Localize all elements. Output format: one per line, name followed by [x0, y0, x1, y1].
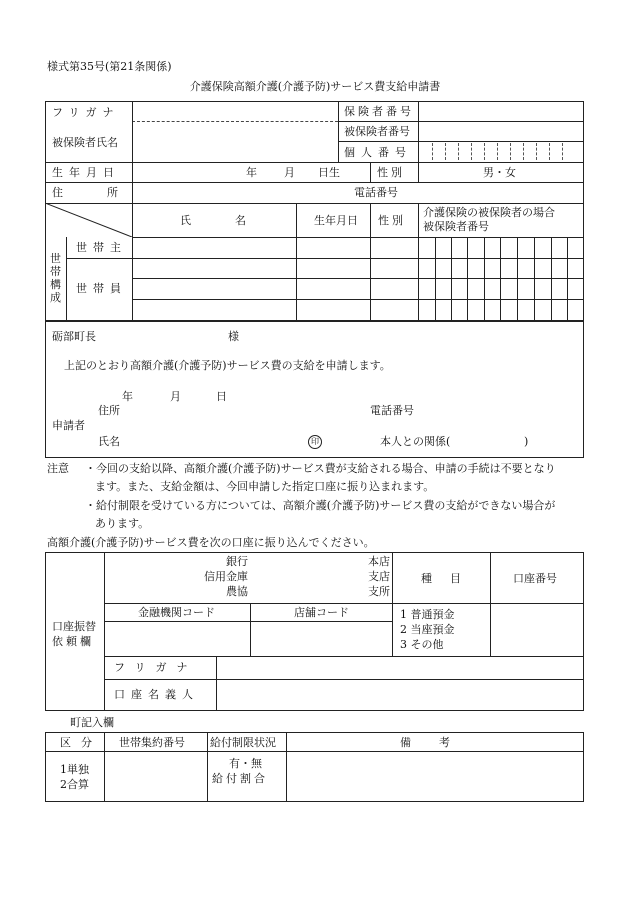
town-heading: 町記入欄 [70, 716, 114, 729]
insurer-number-label: 保険者番号 [344, 105, 414, 118]
phone-label: 電話番号 [354, 186, 398, 199]
insured-number-label: 被保険者番号 [344, 125, 410, 138]
dob-label: 生年月日 [52, 166, 120, 179]
household-col-insured-2: 被保険者番号 [423, 220, 489, 233]
request-statement: 上記のとおり高額介護(介護予防)サービス費の支給を申請します。 [64, 359, 391, 372]
branch-type-3: 支所 [368, 585, 390, 598]
request-address-label: 住所 [98, 404, 120, 417]
account-number-label: 口座番号 [513, 572, 557, 585]
branch-type-2: 支店 [368, 570, 390, 583]
branch-code-label: 店舗コード [294, 606, 349, 619]
sex-label: 性別 [377, 166, 405, 179]
bank-furigana-label: フリガナ [114, 661, 198, 674]
member-label: 世帯員 [76, 282, 127, 295]
request-day: 日 [216, 390, 227, 403]
account-type-1: 1 普通預金 [400, 608, 455, 621]
form-number: 様式第35号(第21条関係) [47, 60, 172, 73]
form-title: 介護保険高額介護(介護予防)サービス費支給申請書 [189, 80, 441, 93]
bank-type-2: 信用金庫 [204, 570, 248, 583]
applicant-label: 申請者 [52, 419, 85, 432]
request-name-label: 氏名 [98, 435, 120, 448]
relation-close: ) [524, 435, 529, 448]
seal-mark [308, 434, 322, 449]
town-category-1: 1単独 [60, 763, 89, 776]
seal-icon: 印 [308, 435, 322, 449]
sex-value: 男・女 [483, 166, 516, 179]
note1-line2: ます。また、支給金額は、今回申請した指定口座に振り込まれます。 [95, 480, 435, 493]
personal-number-label: 個人番号 [344, 146, 412, 159]
branch-type-1: 本店 [368, 555, 390, 568]
town-col-household-number: 世帯集約番号 [119, 736, 185, 749]
household-col-insured-1: 介護保険の被保険者の場合 [423, 206, 555, 219]
bank-side-label-2: 依頼欄 [52, 635, 94, 648]
dob-month: 月 [284, 166, 295, 179]
bank-side-label-1: 口座振替 [52, 620, 96, 633]
restriction-line-2: 給付割合 [212, 772, 268, 785]
dob-year: 年 [246, 166, 257, 179]
addressee: 砺部町長 [52, 330, 96, 343]
note2-line1: ・給付制限を受けている方については、高額介護(介護予防)サービス費の支給ができない場合が [85, 499, 556, 512]
address-label: 住所 [52, 186, 162, 199]
household-col-name: 氏名 [180, 214, 290, 227]
restriction-line-1: 有・無 [229, 757, 262, 770]
request-year: 年 [122, 390, 133, 403]
request-month: 月 [170, 390, 181, 403]
relation-label: 本人との関係( [380, 435, 451, 448]
town-col-category: 区分 [60, 736, 102, 749]
account-type-2: 2 当座預金 [400, 623, 455, 636]
bank-type-1: 銀行 [226, 555, 248, 568]
head-label: 世帯主 [76, 241, 127, 254]
insured-name-label: 被保険者氏名 [52, 136, 118, 149]
honorific: 様 [228, 330, 239, 343]
account-type-label: 種目 [421, 572, 479, 585]
household-col-sex: 性別 [378, 214, 406, 227]
request-phone-label: 電話番号 [370, 404, 414, 417]
bank-intro: 高額介護(介護予防)サービス費を次の口座に振り込んでください。 [47, 536, 375, 549]
town-col-restriction: 給付制限状況 [210, 736, 276, 749]
household-side-label: 世帯構成 [50, 252, 61, 304]
institution-code-label: 金融機関コード [138, 606, 215, 619]
note1-line1: ・今回の支給以降、高額介護(介護予防)サービス費が支給される場合、申請の手続は不要となり [85, 462, 556, 475]
town-col-remarks: 備考 [400, 736, 478, 749]
town-category-2: 2合算 [60, 778, 89, 791]
account-type-3: 3 その他 [400, 638, 444, 651]
bank-type-3: 農協 [226, 585, 248, 598]
notes-label: 注意 [47, 462, 69, 475]
account-holder-label: 口座名義人 [114, 688, 199, 701]
household-col-dob: 生年月日 [314, 214, 358, 227]
diagonal-divider [45, 203, 132, 237]
dob-day: 日生 [318, 166, 340, 179]
note2-line2: あります。 [95, 517, 150, 530]
furigana-label: フリガナ [52, 106, 120, 119]
